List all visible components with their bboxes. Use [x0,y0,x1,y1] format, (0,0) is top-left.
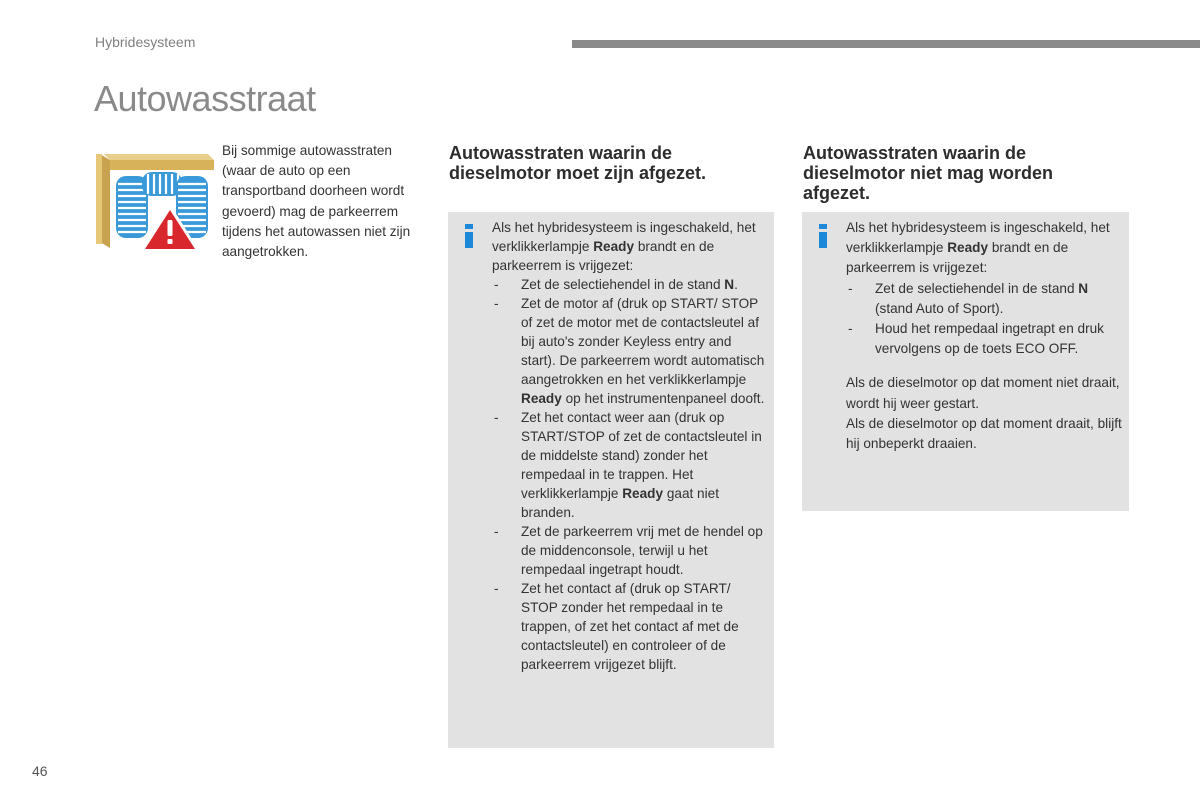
page-title: Autowasstraat [94,78,316,119]
column-b-heading: Autowasstraten waarin de dieselmotor niet mag worden afgezet. [803,143,1054,203]
info-intro: Als het hybridesysteem is ingeschakeld, het verklikkerlampje Ready brandt en de parkeerrem is vrijgezet: [492,220,756,273]
header-bar [572,40,1200,48]
note-text: Als de dieselmotor op dat moment niet draait, wordt hij weer gestart. [846,375,1120,411]
info-icon [818,224,828,248]
info-intro: Als het hybridesysteem is ingeschakeld, het verklikkerlampje Ready brandt en de parkeerrem is vrijgezet: [846,220,1110,276]
info-icon [464,224,474,248]
intro-text: Bij sommige autowasstraten (waar de auto op een transportband doorheen wordt gevoerd) mag de parkeerrem tijdens het autowassen niet zijn aangetrokken. [222,143,411,260]
list-item: - Zet de motor af (druk op START/ STOP of zet de motor met de contactsleutel af bij auto's zonder Keyless entry and start). De parkeerrem wordt automatisch aangetrokken en het verklikkerlampje Ready op het instrumentenpaneel dooft. [492,294,768,408]
list-item: - Zet de selectiehendel in de stand N. [492,275,768,294]
page-number: 46 [32,763,48,779]
list-item: - Zet het contact weer aan (druk op START/STOP of zet de contactsleutel in de middelste stand) zonder het rempedaal in te trappen. Het verklikkerlampje Ready gaat niet branden. [492,408,768,522]
note-text: Als de dieselmotor op dat moment draait, blijft hij onbeperkt draaien. [846,415,1122,452]
list-item: - Zet de selectiehendel in de stand N (stand Auto of Sport). [846,279,1123,319]
list-item: - Zet het contact af (druk op START/ STOP zonder het rempedaal in te trappen, of zet het contact af met de contactsleutel) en controleer of de parkeerrem vrijgezet blijft. [492,579,768,674]
info-box-engine-running [802,212,1129,511]
column-a-heading: Autowasstraten waarin de dieselmotor moet zijn afgezet. [449,143,707,183]
list-item: - Zet de parkeerrem vrij met de hendel op de middenconsole, terwijl u het rempedaal ingetrapt houdt. [492,522,768,579]
car-wash-warning-illustration [96,148,214,256]
step-list [492,275,768,674]
section-label: Hybridesysteem [95,34,196,50]
step-list [846,279,1123,360]
list-item: - Houd het rempedaal ingetrapt en druk vervolgens op de toets ECO OFF. [846,319,1123,359]
info-box-engine-off [448,212,774,748]
